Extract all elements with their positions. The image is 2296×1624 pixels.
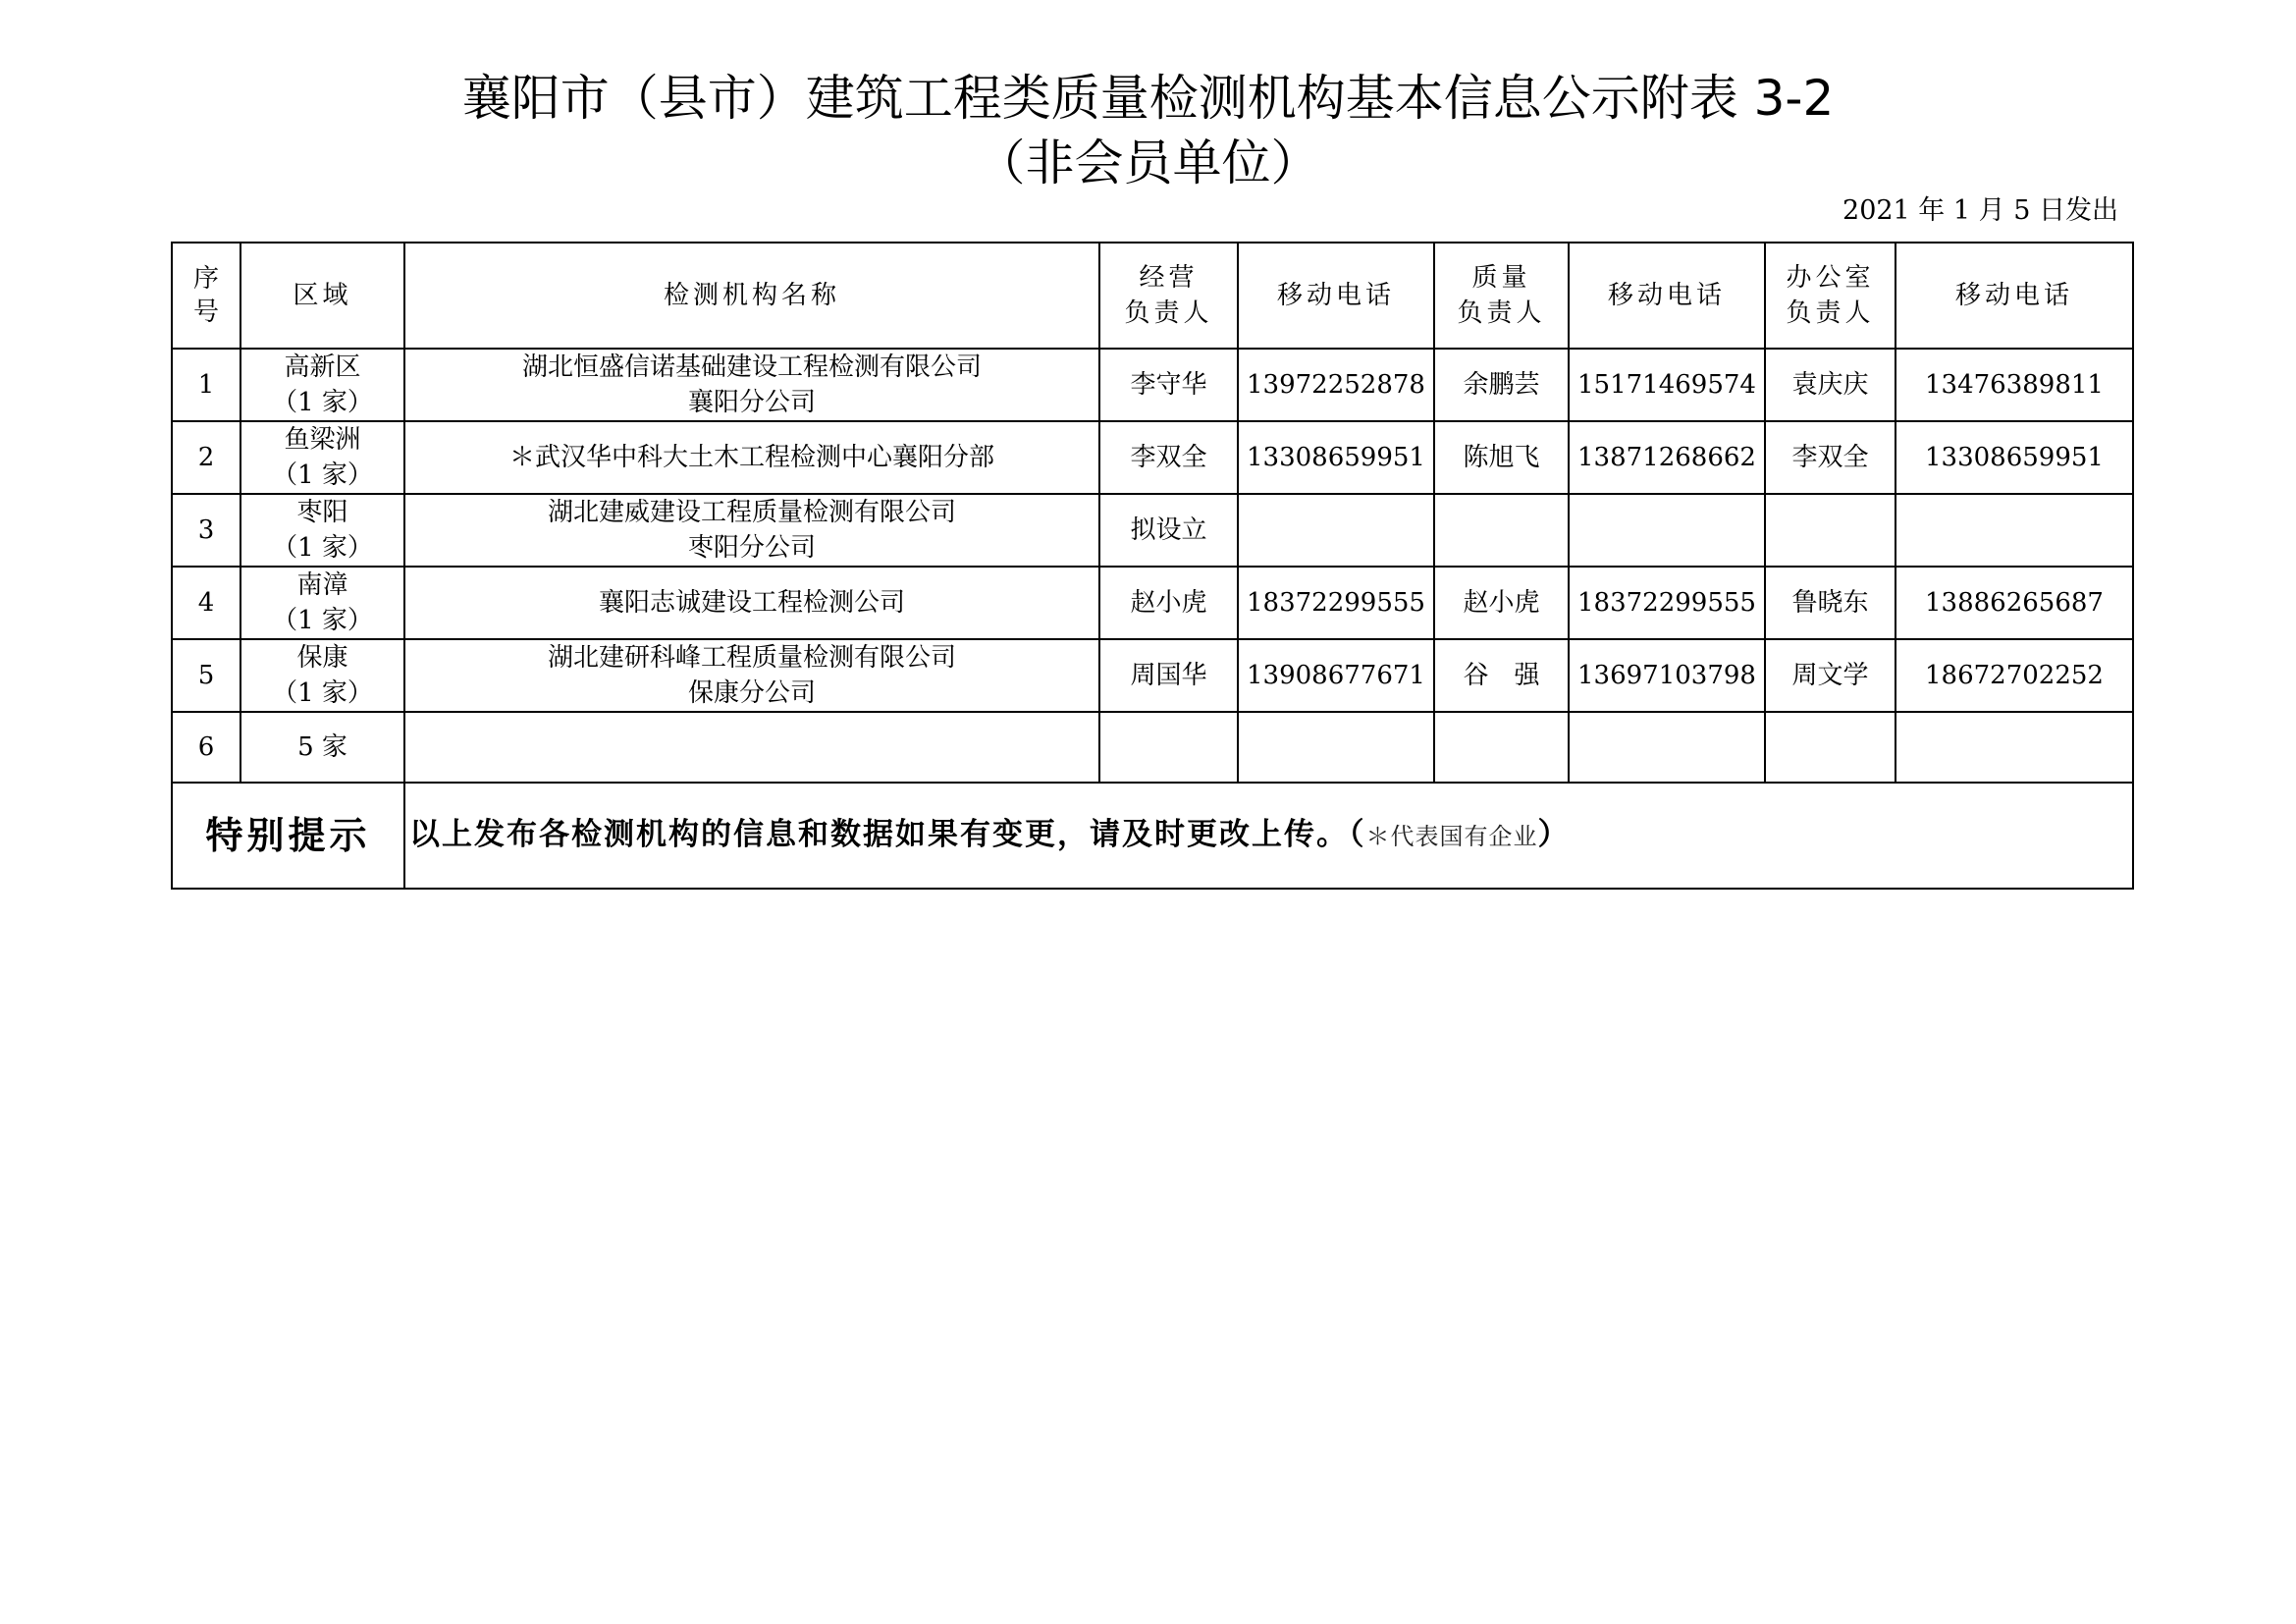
cell-quality-manager: 余鹏芸: [1434, 349, 1569, 421]
cell-phone-3: 13476389811: [1896, 349, 2133, 421]
table-row: [172, 494, 2133, 567]
cell-quality-manager: 陈旭飞: [1434, 421, 1569, 494]
cell-phone-1: 13308659951: [1238, 421, 1434, 494]
table-row: [172, 639, 2133, 712]
cell-name: 湖北恒盛信诺基础建设工程检测有限公司 襄阳分公司: [404, 349, 1099, 421]
cell-empty: [404, 712, 1099, 783]
cell-region: 南漳 （1 家）: [240, 567, 404, 639]
cell-empty: [1569, 712, 1765, 783]
cell-phone-1: 13972252878: [1238, 349, 1434, 421]
header-quality-manager: 质量 负责人: [1434, 243, 1569, 349]
cell-quality-manager: 谷 强: [1434, 639, 1569, 712]
cell-seq: 4: [172, 567, 240, 639]
table-row: [172, 567, 2133, 639]
cell-business-manager: 拟设立: [1099, 494, 1238, 567]
cell-name: 湖北建研科峰工程质量检测有限公司 保康分公司: [404, 639, 1099, 712]
cell-phone-1: [1238, 494, 1434, 567]
header-phone-3: 移动电话: [1896, 243, 2133, 349]
cell-seq: 3: [172, 494, 240, 567]
cell-region: 保康 （1 家）: [240, 639, 404, 712]
page-subtitle: （非会员单位）: [976, 135, 1320, 191]
header-name: 检测机构名称: [404, 243, 1099, 349]
issue-date: 2021 年 1 月 5 日发出: [1842, 195, 2118, 226]
cell-office-manager: 袁庆庆: [1765, 349, 1896, 421]
cell-office-manager: [1765, 494, 1896, 567]
table-header-row: [172, 243, 2133, 349]
cell-phone-2: 13871268662: [1569, 421, 1765, 494]
header-seq: 序 号: [172, 243, 240, 349]
cell-seq: 6: [172, 712, 240, 783]
cell-empty: [1238, 712, 1434, 783]
cell-phone-2: [1569, 494, 1765, 567]
cell-empty: [1765, 712, 1896, 783]
table-row: [172, 349, 2133, 421]
cell-phone-3: 13886265687: [1896, 567, 2133, 639]
cell-seq: 2: [172, 421, 240, 494]
cell-seq: 5: [172, 639, 240, 712]
cell-name: 湖北建威建设工程质量检测有限公司 枣阳分公司: [404, 494, 1099, 567]
cell-seq: 1: [172, 349, 240, 421]
cell-phone-1: 18372299555: [1238, 567, 1434, 639]
total-row: [172, 712, 2133, 783]
cell-office-manager: 周文学: [1765, 639, 1896, 712]
table-row: [172, 421, 2133, 494]
cell-office-manager: 鲁晓东: [1765, 567, 1896, 639]
cell-region: 鱼梁洲 （1 家）: [240, 421, 404, 494]
cell-empty: [1099, 712, 1238, 783]
special-notice-label: 特别提示: [172, 783, 404, 889]
cell-total-count: 5 家: [240, 712, 404, 783]
header-business-manager: 经营 负责人: [1099, 243, 1238, 349]
cell-phone-2: 13697103798: [1569, 639, 1765, 712]
header-office-manager: 办公室 负责人: [1765, 243, 1896, 349]
cell-phone-1: 13908677671: [1238, 639, 1434, 712]
state-owned-note: ＊代表国有企业: [1365, 823, 1538, 850]
special-notice-row: [172, 783, 2133, 889]
special-notice-text: 以上发布各检测机构的信息和数据如果有变更，请及时更改上传。（＊代表国有企业）: [404, 783, 2133, 889]
cell-office-manager: 李双全: [1765, 421, 1896, 494]
cell-business-manager: 周国华: [1099, 639, 1238, 712]
cell-empty: [1434, 712, 1569, 783]
cell-business-manager: 李双全: [1099, 421, 1238, 494]
page-title: 襄阳市（县市）建筑工程类质量检测机构基本信息公示附表 3-2: [461, 70, 1835, 127]
cell-quality-manager: [1434, 494, 1569, 567]
cell-name: 襄阳志诚建设工程检测公司: [404, 567, 1099, 639]
cell-phone-2: 18372299555: [1569, 567, 1765, 639]
cell-business-manager: 李守华: [1099, 349, 1238, 421]
cell-business-manager: 赵小虎: [1099, 567, 1238, 639]
cell-region: 枣阳 （1 家）: [240, 494, 404, 567]
header-phone-1: 移动电话: [1238, 243, 1434, 349]
cell-region: 高新区 （1 家）: [240, 349, 404, 421]
cell-empty: [1896, 712, 2133, 783]
institution-table: [171, 242, 2134, 890]
cell-phone-3: 18672702252: [1896, 639, 2133, 712]
cell-quality-manager: 赵小虎: [1434, 567, 1569, 639]
cell-phone-2: 15171469574: [1569, 349, 1765, 421]
header-phone-2: 移动电话: [1569, 243, 1765, 349]
header-region: 区域: [240, 243, 404, 349]
cell-phone-3: [1896, 494, 2133, 567]
cell-name: ＊武汉华中科大土木工程检测中心襄阳分部: [404, 421, 1099, 494]
cell-phone-3: 13308659951: [1896, 421, 2133, 494]
